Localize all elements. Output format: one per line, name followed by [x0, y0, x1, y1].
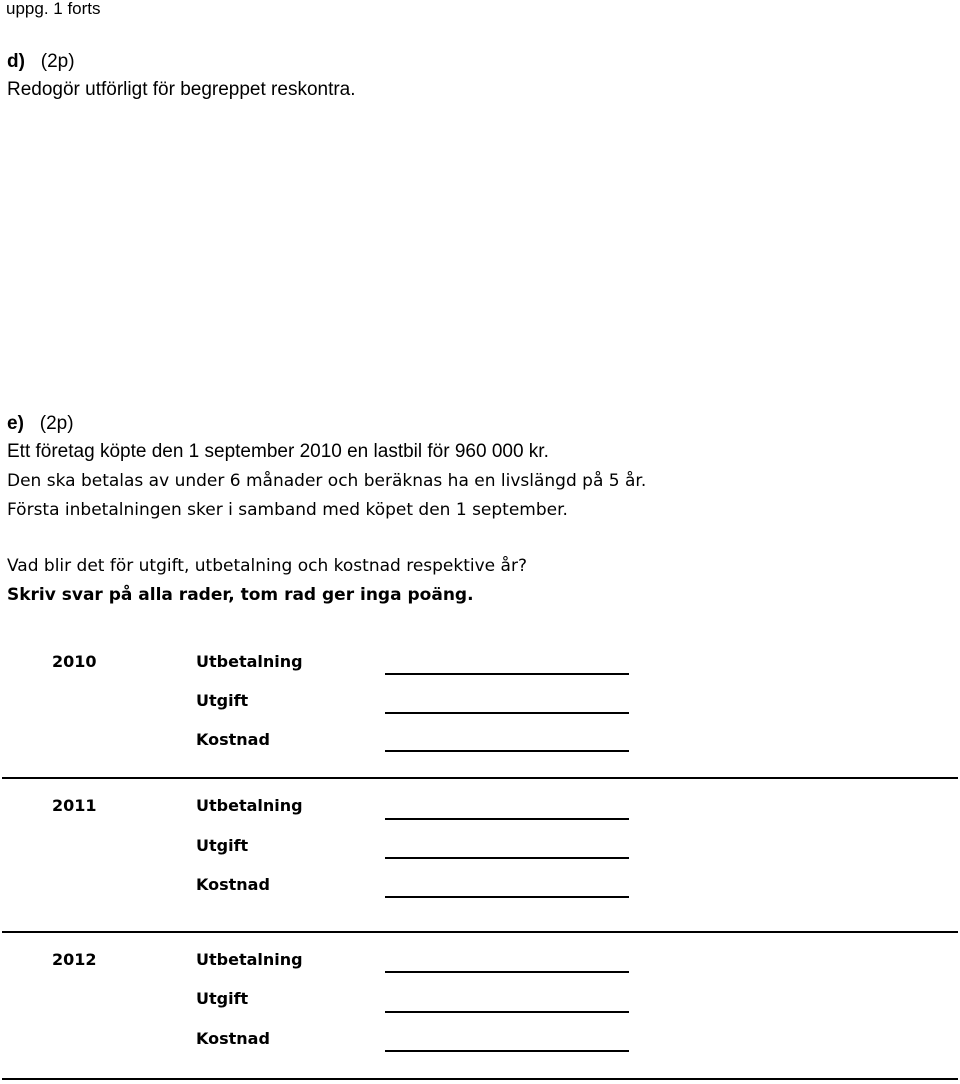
- part-e-label: e): [7, 413, 24, 434]
- answer-line-2012-utgift[interactable]: [385, 1011, 629, 1013]
- part-e-line-1: Ett företag köpte den 1 september 2010 en lastbil för 960 000 kr.: [7, 441, 549, 462]
- answer-line-2010-kostnad[interactable]: [385, 750, 629, 752]
- part-e-line-3: Första inbetalningen sker i samband med köpet den 1 september.: [7, 500, 568, 520]
- item-label-kostnad: Kostnad: [196, 1029, 270, 1048]
- item-label-utgift: Utgift: [196, 836, 249, 855]
- section-divider: [2, 1078, 958, 1080]
- answer-line-2012-kostnad[interactable]: [385, 1050, 629, 1052]
- part-d-label: d): [7, 51, 25, 72]
- part-e-line-2: Den ska betalas av under 6 månader och beräknas ha en livslängd på 5 år.: [7, 471, 647, 491]
- answer-line-2011-utgift[interactable]: [385, 857, 629, 859]
- answer-line-2011-kostnad[interactable]: [385, 896, 629, 898]
- item-label-utbetalning: Utbetalning: [196, 950, 303, 969]
- section-divider: [2, 777, 958, 779]
- answer-line-2011-utbetalning[interactable]: [385, 818, 629, 820]
- part-d-points: (2p): [40, 51, 75, 72]
- item-label-utbetalning: Utbetalning: [196, 652, 303, 671]
- part-e-instruction: Skriv svar på alla rader, tom rad ger inga poäng.: [7, 585, 474, 605]
- item-label-utgift: Utgift: [196, 989, 249, 1008]
- item-label-kostnad: Kostnad: [196, 730, 270, 749]
- part-e-question: Vad blir det för utgift, utbetalning och kostnad respektive år?: [7, 556, 527, 576]
- answer-line-2010-utgift[interactable]: [385, 712, 629, 714]
- item-label-utgift: Utgift: [196, 691, 249, 710]
- year-label-2010: 2010: [52, 652, 97, 671]
- answer-line-2010-utbetalning[interactable]: [385, 673, 629, 675]
- answer-line-2012-utbetalning[interactable]: [385, 971, 629, 973]
- page-header: uppg. 1 forts: [6, 0, 101, 18]
- year-label-2011: 2011: [52, 796, 97, 815]
- item-label-kostnad: Kostnad: [196, 875, 270, 894]
- year-label-2012: 2012: [52, 950, 97, 969]
- part-e-points: (2p): [39, 413, 74, 434]
- part-d-question: Redogör utförligt för begreppet reskontra.: [7, 79, 356, 100]
- part-e-heading: [7, 413, 74, 435]
- section-divider: [2, 931, 958, 933]
- item-label-utbetalning: Utbetalning: [196, 796, 303, 815]
- part-d-heading: [7, 51, 75, 73]
